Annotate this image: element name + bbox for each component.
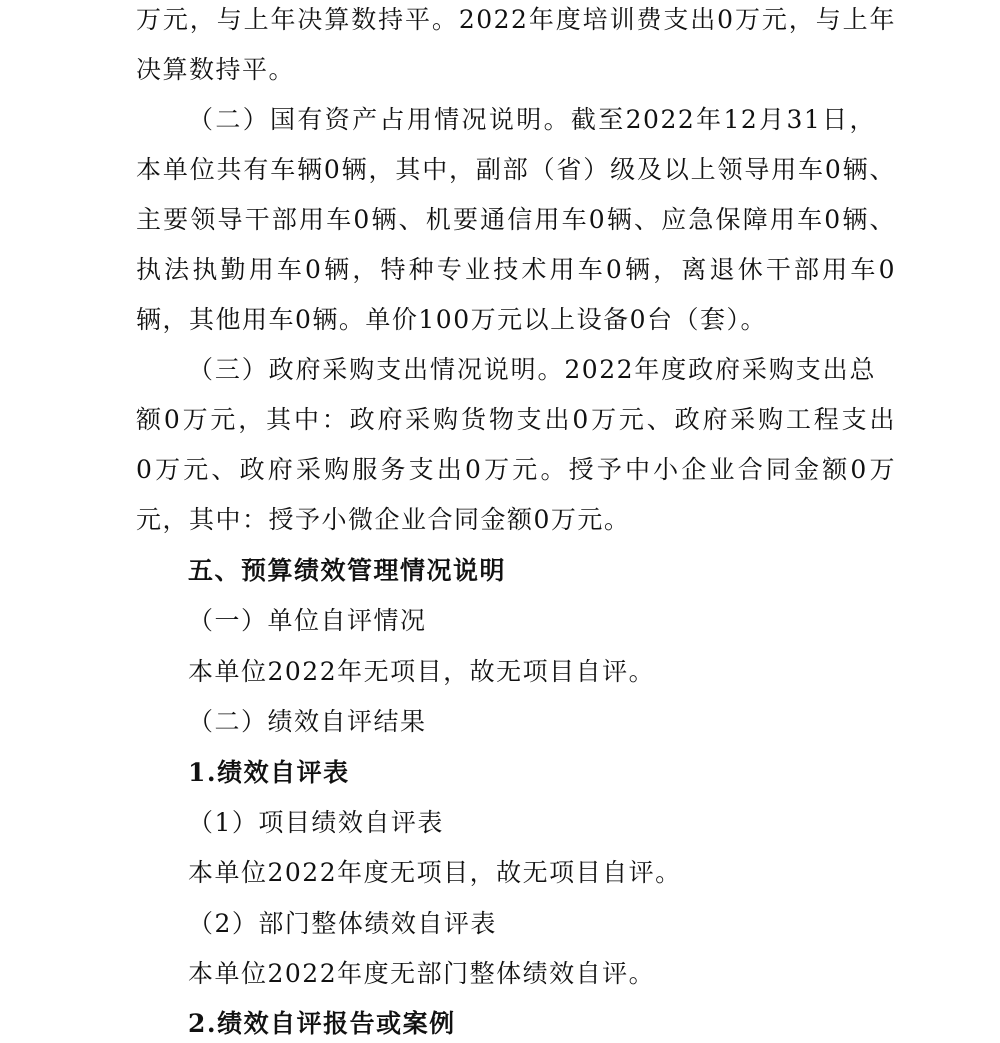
item-heading: 1.绩效自评表 [188,758,350,787]
paragraph-line: 执法执勤用车0辆，特种专业技术用车0辆，离退休干部用车0 [136,255,896,284]
paragraph-line: 元，其中：授予小微企业合同金额0万元。 [136,505,631,534]
paragraph-line: 辆，其他用车0辆。单价100万元以上设备0台（套）。 [136,305,768,334]
paragraph-line: 本单位2022年无项目，故无项目自评。 [188,657,656,686]
paragraph-line: 万元，与上年决算数持平。2022年度培训费支出0万元，与上年 [136,5,896,34]
paragraph-line: 主要领导干部用车0辆、机要通信用车0辆、应急保障用车0辆、 [136,205,896,234]
subitem-heading: （1）项目绩效自评表 [188,808,444,837]
section-heading-assets: （二）国有资产占用情况说明。截至2022年12月31日， [188,105,876,134]
chapter-heading: 五、预算绩效管理情况说明 [188,556,507,585]
subsection-heading: （一）单位自评情况 [188,606,427,635]
paragraph-line: 额0万元，其中：政府采购货物支出0万元、政府采购工程支出 [136,405,896,434]
paragraph-line: 本单位共有车辆0辆，其中，副部（省）级及以上领导用车0辆、 [136,155,896,184]
paragraph-line: 本单位2022年度无项目，故无项目自评。 [188,858,682,887]
subsection-heading: （二）绩效自评结果 [188,707,427,736]
paragraph-line: 0万元、政府采购服务支出0万元。授予中小企业合同金额0万 [136,455,896,484]
paragraph-line: 决算数持平。 [136,55,296,84]
paragraph-line: 本单位2022年度无部门整体绩效自评。 [188,959,656,988]
section-heading-procurement: （三）政府采购支出情况说明。2022年度政府采购支出总 [188,355,876,384]
item-heading: 2.绩效自评报告或案例 [188,1009,456,1038]
subitem-heading: （2）部门整体绩效自评表 [188,909,497,938]
